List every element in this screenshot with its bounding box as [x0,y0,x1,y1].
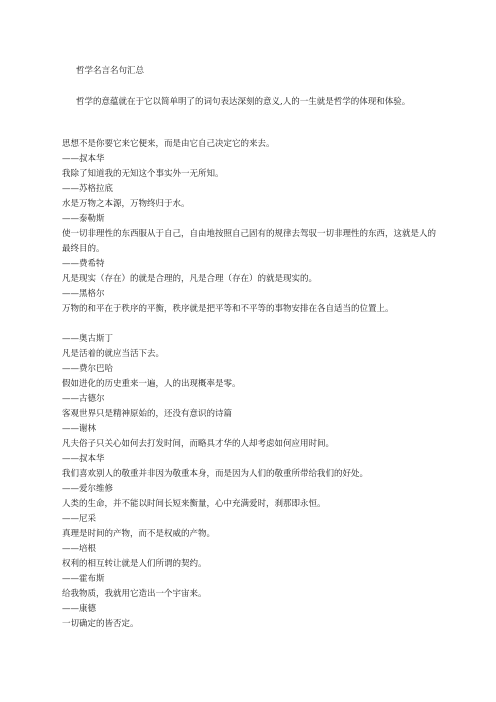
quote-text: 客观世界只是精神原始的，还没有意识的诗篇 [62,409,233,419]
quote-author: ——尼采 [62,514,97,524]
quote-text: 真理是时间的产物，而不是权威的产物。 [62,529,216,539]
quote-item [62,347,442,377]
quote-item [62,527,442,557]
quote-item [62,437,442,467]
quote-author: ——费希特 [62,259,105,269]
quote-item [62,407,442,437]
quote-item [62,137,442,167]
quote-item [62,587,442,617]
quote-text: 人类的生命，并不能以时间长短来衡量，心中充满爱时，刹那即永恒。 [62,499,326,509]
paragraph-gap [62,317,442,332]
quote-text: 给我物质，我就用它造出一个宇宙来。 [62,589,207,599]
quote-author: ——康德 [62,604,97,614]
document-title: 哲学名言名句汇总 [76,66,145,76]
quote-author: ——谢林 [62,424,97,434]
quote-author: ——叔本华 [62,154,105,164]
quote-author: ——奥古斯丁 [62,334,114,344]
quote-item [62,377,442,407]
quote-item [62,302,442,347]
quote-text: 我除了知道我的无知这个事实外一无所知。 [62,169,224,179]
quote-author: ——苏格拉底 [62,184,114,194]
intro-paragraph: 哲学的意蕴就在于它以简单明了的词句表达深刻的意义,人的一生就是哲学的体现和体验。 [76,97,411,107]
quote-text: 使一切非理性的东西服从于自己，自由地按照自己固有的规律去驾驭一切非理性的东西，这就是人的最终目的。 [62,229,437,254]
quote-text: 思想不是你要它来它便来，而是由它自己决定它的来去。 [62,139,275,149]
quote-author: ——爱尔维修 [62,484,114,494]
quote-text: 凡是活着的就应当活下去。 [62,349,165,359]
quote-item [62,497,442,527]
quote-author: ——费尔巴哈 [62,364,114,374]
quote-author: ——叔本华 [62,454,105,464]
quote-item [62,617,442,632]
quote-item [62,557,442,587]
quote-text: 假如进化的历史重来一遍，人的出现概率是零。 [62,379,241,389]
quote-text: 我们喜欢别人的敬重并非因为敬重本身，而是因为人们的敬重所带给我们的好处。 [62,469,369,479]
quote-list [62,137,442,632]
quote-author: ——黑格尔 [62,289,105,299]
quote-author: ——泰勒斯 [62,214,105,224]
quote-text: 权利的相互转让就是人们所谓的契约。 [62,559,207,569]
quote-item [62,197,442,227]
quote-text: 一切确定的皆否定。 [62,619,139,629]
quote-text: 水是万物之本源，万物终归于水。 [62,199,190,209]
quote-item [62,272,442,302]
quote-item [62,467,442,497]
quote-text: 凡是现实（存在）的就是合理的，凡是合理（存在）的就是现实的。 [62,274,318,284]
quote-text: 凡夫俗子只关心如何去打发时间，而略具才华的人却考虑如何应用时间。 [62,439,335,449]
quote-item [62,227,442,272]
quote-author: ——古德尔 [62,394,105,404]
quote-author: ——霍布斯 [62,574,105,584]
quote-item [62,167,442,197]
quote-author: ——培根 [62,544,97,554]
quote-text: 万物的和平在于秩序的平衡，秩序就是把平等和不平等的事物安排在各自适当的位置上。 [62,304,394,314]
